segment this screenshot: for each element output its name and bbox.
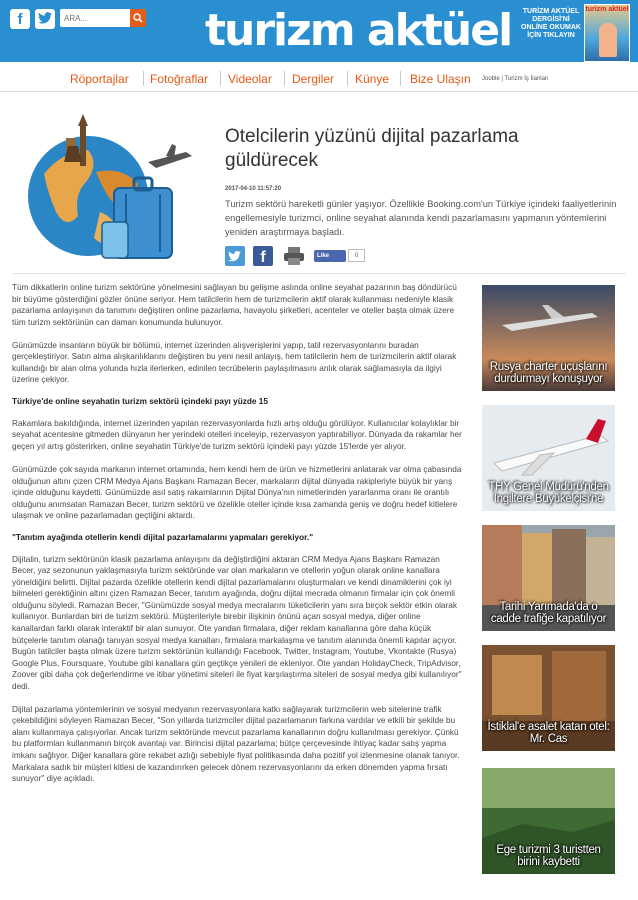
article-hero-image	[26, 112, 198, 264]
sidebar-news-caption: İstiklal'e asalet katan otel: Mr. Cas	[487, 721, 610, 745]
sidebar-news-item[interactable]	[482, 525, 615, 631]
site-logo[interactable]: turizm aktüel	[205, 5, 512, 56]
twitter-icon	[225, 246, 245, 266]
facebook-share-button[interactable]: f	[253, 246, 273, 266]
search-icon	[133, 13, 143, 23]
twitter-share-button[interactable]	[225, 246, 245, 266]
print-button[interactable]	[283, 246, 303, 266]
twitter-icon[interactable]	[35, 9, 55, 29]
article-paragraph: Tüm dikkatlerin online turizm sektörüne yönelmesini sağlayan bu gelişme aslında online seyahat pazarının baş döndürücü bir büyüme gösterdiğini gözler önüne seriyor. Hem tatilcilerin hem de turizmcilerin aktif olarak kullanması nedeniyle klasik pazarlama anlayışının da tanımını değiştiren online pazarlama, havayolu şirketleri, acenteler ve oteller başta olmak üzere tüm turizm sektörünün can damarı konumunda bulunuyor.	[12, 283, 457, 327]
magazine-cover-figure	[599, 23, 617, 57]
promo-line: DERGİSİ'Nİ	[532, 16, 570, 23]
nav-item-videolar[interactable]: Videolar	[228, 72, 272, 86]
promo-line: TURİZM AKTÜEL	[522, 8, 580, 15]
facebook-like-button[interactable]	[314, 250, 346, 262]
nav-separator	[284, 71, 285, 86]
nav-jooble-link[interactable]: Jooble | Turizm İş İlanları	[482, 76, 549, 82]
nav-item-kunye[interactable]: Künye	[355, 72, 390, 86]
header-bar	[0, 0, 638, 62]
article-paragraph: Günümüzde insanların büyük bir bölümü, internet üzerinden alışverişlerini yapıp, tatil rezervasyonlarını buradan gerçekleştiriyor. Satın alma alışkanlıklarını değiştiren bu yeni nesil anlayış, hem tatilcilerin hem de turizmcilerin aktif olarak kullandığı bir alan olma yolunda hızla ilerlerken, edinilen tecrübelerin paylaşılmasını anlık olarak sağlamasıyla da ilgiyi üzerine çekiyor.	[12, 340, 457, 385]
header-divider	[12, 273, 626, 274]
nav-separator	[220, 71, 221, 86]
nav-separator	[400, 71, 401, 86]
article-body	[12, 282, 464, 796]
nav-item-bize-ulasin[interactable]: Bize Ulaşın	[410, 72, 471, 86]
like-count: 0	[348, 249, 365, 262]
sidebar-news-item[interactable]	[482, 405, 615, 511]
article-summary: Turizm sektörü hareketli günler yaşıyor. Özellikle Booking.com'un Türkiye içindeki faaliyetlerinin engellemesiyle turizmci, online seyahat alanında kendi pazarlamasını yapmanın yöntemlerini yeniden araştırmaya başladı.	[225, 199, 617, 237]
article-paragraph: Dijitalin, turizm sektörünün klasik pazarlama anlayışını da değiştirdiğini aktaran CRM Medya Ajans Başkanı Ramazan Becer, yaz sezonunun yaklaşmasıyla turizm sektöründe var olan markaların ve otellerin yoğun olarak online kanallara yöneldiğini belirtti. Dijital pazarda özelikle otellerin kendi dijital pazarlamalarını oluşturmaları ve kendi dinamiklerini çok iyi bilmeleri gerektiğinin altını çizen Ramazan Becer, tanıtım ayağında, doğru dijital mecrada olmanın firmalar için çok önemli olduğunu söyledi. Ramazan Becer, "Günümüzde sosyal medya mecralarını tüketicilerin yanı sıra birçok sektör etkin olarak kullanıyor. Bunlardan biri de turizm sektörü. Müşterileriyle birebir ilişkinin önünü açan sosyal medya, diğer online kanallardan farklı olarak interaktif bir alan sunuyor. Öte yandan firmalara, diğer reklam kanallarına göre daha küçük bütçelerle tanıtım olanağı tanıyan sosyal medya kanalları, firmalara markalaşma ve tanıtım alanında önemli kapılar açıyor. Bugün tatilciler başta olmak üzere turizm sektörünün kullandığı Facebook, Twitter, Instagram, Youtube, Vkontakte (Rusya) Google Plus, Foursquare, Youtube gibi kanallara gün geçtikçe yenileri de ekleniyor. Öte yandan HolidayCheck, TripAdvisor, Zoover gibi daha çok değerlendirme ve itibar yönetimi siteleri ile fiyat karşılaştırma siteleri de sosyal medya gibi kullanılıyor" dedi.	[12, 554, 462, 691]
sidebar-news-item[interactable]	[482, 768, 615, 874]
printer-icon	[283, 246, 305, 266]
sidebar-news-item[interactable]	[482, 645, 615, 751]
nav-item-fotograflar[interactable]: Fotoğraflar	[150, 72, 209, 86]
nav-separator	[347, 71, 348, 86]
article-paragraph: Dijital pazarlama yöntemlerinin ve sosyal medyanın rezervasyonlara katkı sağlayarak turizmcilerin web sitelerine trafik çekebildiğini söyleyen Ramazan Becer, "Son yıllarda turizmciler dijital pazarlamanın farkına vardılar ve etkili bir şekilde bu alanı kullanmaya çalışıyorlar. Ancak turizm sektöründe mevcut pazarlama kanallarının doğru kullanılması gerekiyor. Çünkü bu platformları kullanmanın birçok avantajı var. Birincisi dijital pazarlama; bütçe çerçevesinde ihtiyaç kadar satış yapma imkanı sağlıyor. Diğer kanallara göre rekabet azlığı sebebiyle fiyat politikasında daha pozitif yol izlenmesine olanak tanıyor. Markalara sadık bir müşteri kitlesi de kazandırırken gelecek dönem rezervasyonlarını da erken dönemden yapma fırsatı sunuyor" diye açıkladı.	[12, 704, 460, 784]
article-paragraph: Rakamlara bakıldığında, internet üzerinden yapılan rezervasyonlarda hızlı artış olduğu görülüyor. Kullanıcılar kolaylıklar bir seyahat acentesine gitmeden dünyanın her yerindeki otelleri inceleyip, rezervasyon yaptırabiliyor. Dünyada da rakamlar her geçen yıl artış gösterirken, online seyahatin Türkiye'de turizm sektörü içindeki payı yüzde 15'lerde yer alıyor.	[12, 418, 462, 451]
sidebar-news-item[interactable]	[482, 285, 615, 391]
sidebar-news-caption: Tarihi Yarımada'da o cadde trafiğe kapatılıyor	[490, 601, 607, 625]
nav-item-roportajlar[interactable]: Röportajlar	[70, 72, 129, 86]
like-label: Like	[317, 253, 330, 259]
search-button[interactable]	[130, 9, 146, 27]
article-subheading: "Tanıtım ayağında otellerin kendi dijital pazarlamalarını yapmaları gerekiyor."	[12, 533, 314, 543]
magazine-cover-title: turizm aktüel	[585, 6, 629, 13]
nav-item-dergiler[interactable]: Dergiler	[292, 72, 335, 86]
article-title: Otelcilerin yüzünü dijital pazarlama güldürecek	[225, 126, 519, 171]
facebook-icon[interactable]: f	[10, 9, 30, 29]
promo-line: İÇİN TIKLAYIN	[527, 32, 575, 39]
article-subheading: Türkiye'de online seyahatin turizm sektörü içindeki payı yüzde 15	[12, 397, 268, 407]
nav-separator	[143, 71, 144, 86]
article-date: 2017-04-10 11:57:20	[225, 186, 282, 192]
sidebar-news-caption: THY Genel Müdürü'nden İngiltere Büyükelçisi'ne	[488, 481, 609, 505]
main-nav	[0, 62, 638, 92]
magazine-cover[interactable]	[584, 4, 630, 62]
promo-line: ONLİNE OKUMAK	[521, 24, 581, 31]
article-paragraph: Günümüzde çok sayıda markanın internet ortamında, hem kendi hem de ürün ve hizmetlerini anlatarak var olma çabasında olduğunun altını çizen CRM Medya Ajans Başkanı Ramazan Becer, markaların dijital dünyada rakipleriyle büyük bir yarış içinde olduğunu kaydetti. Günümüzde asıl satış rakamlarının Dijital Dünya'nın nimetlerinden yararlanma oranı ile orantılı olduğunu anımsatan Ramazan Becer, turizm sektörü ve özelikle oteller içinde kısa zamanda geniş ve doğru hedef kitlelere ulaşmak ve online pazarlamadan geçtiğini aktardı.	[12, 465, 462, 521]
magazine-promo-text[interactable]	[518, 8, 584, 40]
sidebar-news-caption: Ege turizmi 3 turistten birini kaybetti	[496, 844, 601, 868]
search-input[interactable]	[60, 9, 130, 27]
sidebar-news-caption: Rusya charter uçuşlarını durdurmayı konuşuyor	[489, 361, 608, 385]
